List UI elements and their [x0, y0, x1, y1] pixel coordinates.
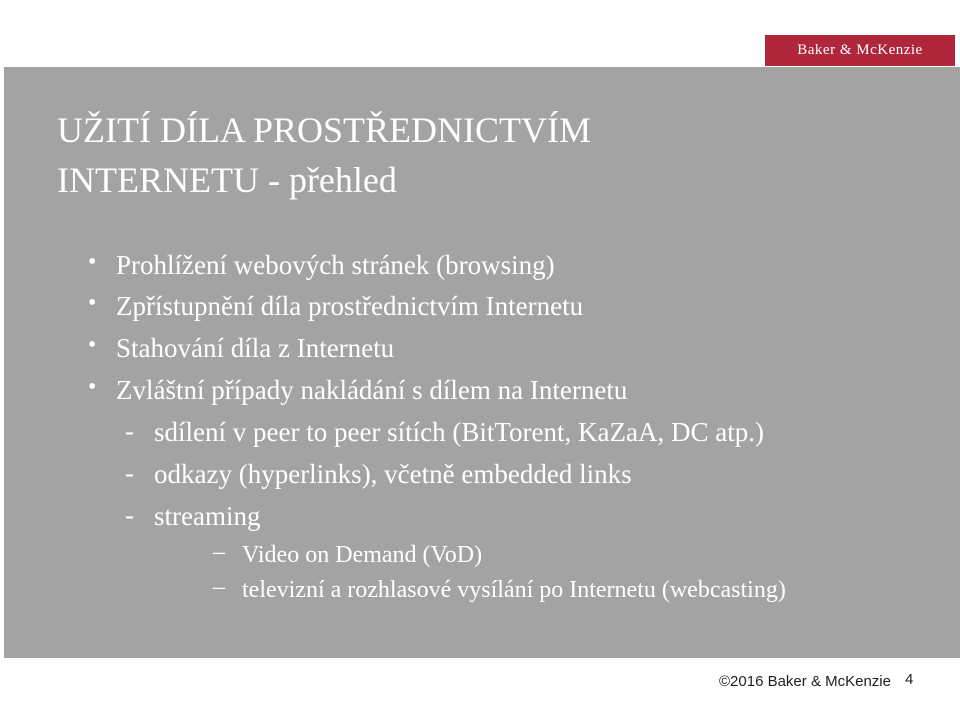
bullet-icon: • — [88, 374, 97, 400]
bullet-item-browsing: Prohlížení webových stránek (browsing) — [116, 250, 555, 280]
bullet-icon: • — [88, 332, 97, 358]
top-bar — [0, 0, 960, 67]
dash-item-p2p: sdílení v peer to peer sítích (BitTorent, KaZaA, DC atp.) — [154, 417, 764, 447]
sub-item-webcasting: televizní a rozhlasové vysílání po Internetu (webcasting) — [242, 577, 786, 603]
dash-icon: - — [125, 416, 134, 446]
copyright-notice: ©2016 Baker & McKenzie — [719, 673, 891, 690]
slide-title-line-1: UŽITÍ DÍLA PROSTŘEDNICTVÍM — [57, 110, 591, 150]
slide-title-line-2: INTERNETU - přehled — [57, 160, 397, 200]
en-dash-icon: – — [213, 574, 225, 600]
baker-mckenzie-logo — [765, 35, 955, 66]
en-dash-icon: – — [213, 539, 225, 565]
dash-item-hyperlinks: odkazy (hyperlinks), včetně embedded links — [154, 459, 632, 489]
bullet-icon: • — [88, 249, 97, 275]
dash-icon: - — [125, 458, 134, 488]
bullet-icon: • — [88, 290, 97, 316]
page-number: 4 — [905, 671, 914, 688]
bullet-item-downloading: Stahování díla z Internetu — [116, 333, 395, 363]
dash-item-streaming: streaming — [154, 501, 261, 531]
bullet-item-making-available: Zpřístupnění díla prostřednictvím Internetu — [116, 291, 584, 321]
slide-title — [57, 105, 757, 205]
dash-icon: - — [125, 500, 134, 530]
bullet-item-special-cases: Zvláštní případy nakládání s dílem na Internetu — [116, 375, 628, 405]
sub-item-vod: Video on Demand (VoD) — [242, 542, 483, 568]
logo-text: Baker & McKenzie — [797, 42, 923, 58]
